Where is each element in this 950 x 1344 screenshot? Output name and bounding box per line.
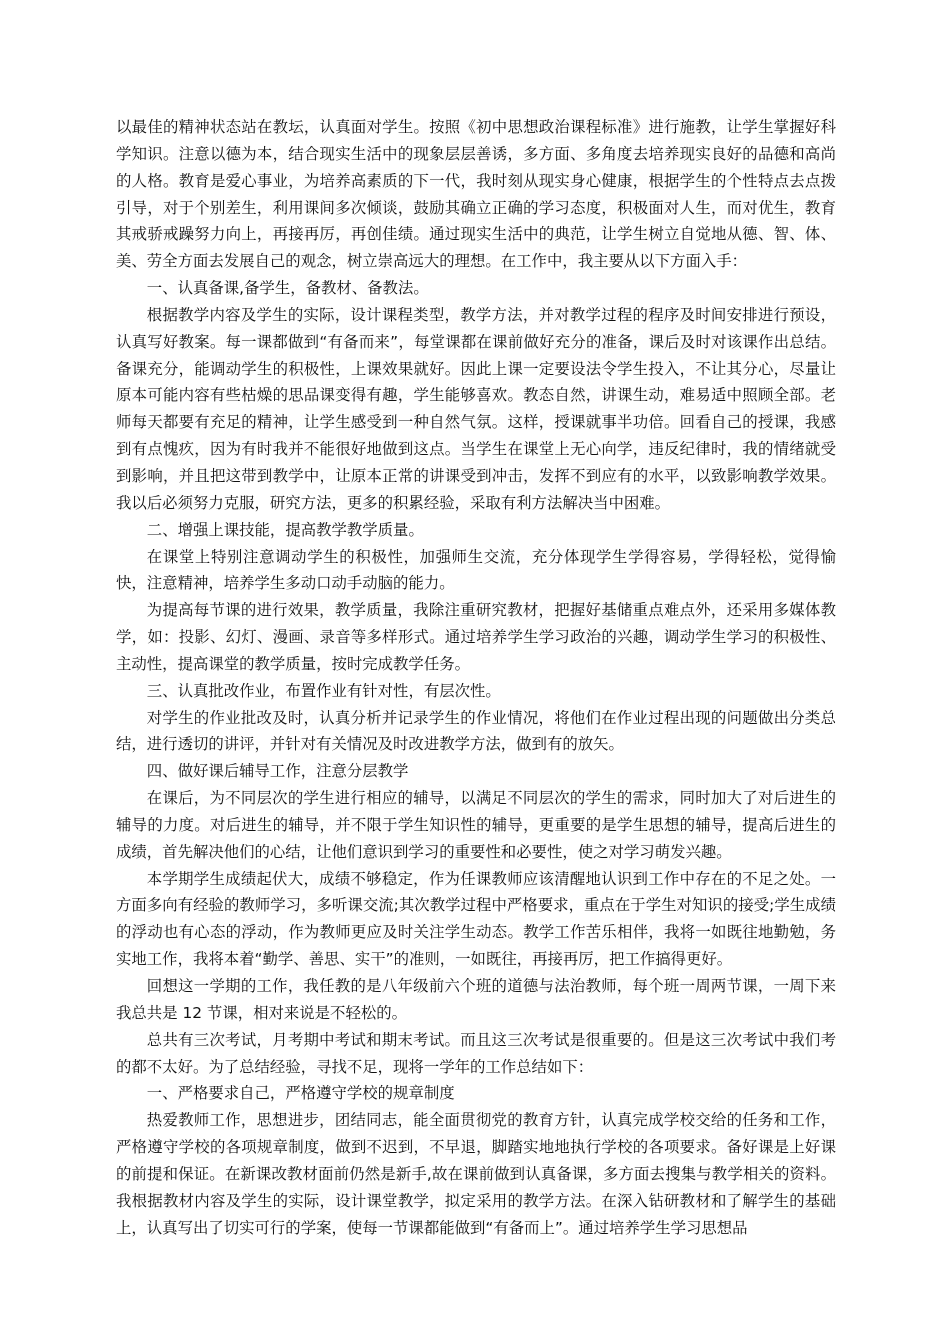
paragraph: 本学期学生成绩起伏大，成绩不够稳定，作为任课教师应该清醒地认识到工作中存在的不足之处。一方面多向有经验的教师学习，多听课交流;其次教学过程中严格要求，重点在于学生对知识的接受;学生成绩的浮动也有心态的浮动，作为教师更应及时关注学生动态。教学工作苦乐相伴，我将一如既往地勤勉，务实地工作，我将本着“勤学、善思、实干”的准则，一如既往，再接再厉，把工作搞得更好。 xyxy=(116,869,836,969)
section-heading-1: 一、认真备课,备学生，备教材、备教法。 xyxy=(146,279,429,298)
paragraph: 总共有三次考试，月考期中考试和期末考试。而且这三次考试是很重要的。但是这三次考试中我们考的都不太好。为了总结经验，寻找不足，现将一学年的工作总结如下： xyxy=(116,1030,836,1076)
section-heading-5: 一、严格要求自己，严格遵守学校的规章制度 xyxy=(146,1084,455,1103)
section-heading-3: 三、认真批改作业，布置作业有针对性，有层次性。 xyxy=(146,681,501,700)
section-heading-2: 二、增强上课技能，提高教学教学质量。 xyxy=(146,520,424,539)
paragraph: 在课后，为不同层次的学生进行相应的辅导，以满足不同层次的学生的需求，同时加大了对后进生的辅导的力度。对后进生的辅导，并不限于学生知识性的辅导，更重要的是学生思想的辅导，提高后进生的成绩，首先解决他们的心结，让他们意识到学习的重要性和必要性，使之对学习萌发兴趣。 xyxy=(116,789,836,861)
document-page xyxy=(116,114,836,1241)
paragraph: 热爱教师工作，思想进步，团结同志，能全面贯彻党的教育方针，认真完成学校交给的任务和工作，严格遵守学校的各项规章制度，做到不迟到，不早退，脚踏实地地执行学校的各项要求。备好课是上好课的前提和保证。在新课改教材面前仍然是新手,故在课前做到认真备课，多方面去搜集与教学相关的资料。我根据教材内容及学生的实际，设计课堂教学，拟定采用的教学方法。在深入钻研教材和了解学生的基础上，认真写出了切实可行的学案，使每一节课都能做到“有备而上”。通过培养学生学习思想品 xyxy=(116,1111,836,1237)
paragraph: 在课堂上特别注意调动学生的积极性，加强师生交流，充分体现学生学得容易，学得轻松，觉得愉快，注意精神，培养学生多动口动手动脑的能力。 xyxy=(116,547,836,593)
paragraph: 为提高每节课的进行效果，教学质量，我除注重研究教材，把握好基储重点难点外，还采用多媒体教学，如：投影、幻灯、漫画、录音等多样形式。通过培养学生学习政治的兴趣，调动学生学习的积极性、主动性，提高课堂的教学质量，按时完成教学任务。 xyxy=(116,601,836,673)
section-heading-4: 四、做好课后辅导工作，注意分层教学 xyxy=(146,762,409,781)
paragraph: 根据教学内容及学生的实际，设计课程类型，教学方法，并对教学过程的程序及时间安排进行预设，认真写好教案。每一课都做到“有备而来”，每堂课都在课前做好充分的准备，课后及时对该课作出总结。备课充分，能调动学生的积极性，上课效果就好。因此上课一定要设法令学生投入，不让其分心，尽量让原本可能内容有些枯燥的思品课变得有趣，学生能够喜欢。教态自然，讲课生动，难易适中照顾全部。老师每天都要有充足的精神，让学生感受到一种自然气氛。这样，授课就事半功倍。回看自己的授课，我感到有点愧疚，因为有时我并不能很好地做到这点。当学生在课堂上无心向学，违反纪律时，我的情绪就受到影响，并且把这带到教学中，让原本正常的讲课受到冲击，发挥不到应有的水平，以致影响教学效果。我以后必须努力克服，研究方法，更多的积累经验，采取有利方法解决当中困难。 xyxy=(116,305,836,512)
paragraph: 回想这一学期的工作，我任教的是八年级前六个班的道德与法治教师，每个班一周两节课，一周下来我总共是 12 节课，相对来说是不轻松的。 xyxy=(116,977,836,1022)
paragraph-intro: 以最佳的精神状态站在教坛，认真面对学生。按照《初中思想政治课程标准》进行施教，让学生掌握好科学知识。注意以德为本，结合现实生活中的现象层层善诱，多方面、多角度去培养现实良好的品德和高尚的人格。教育是爱心事业，为培养高素质的下一代，我时刻从现实身心健康，根据学生的个性特点去点拨引导，对于个别差生，利用课间多次倾谈，鼓励其确立正确的学习态度，积极面对人生，而对优生，教育其戒骄戒躁努力向上，再接再厉，再创佳绩。通过现实生活中的典范，让学生树立自觉地从德、智、体、美、劳全方面去发展自己的观念，树立崇高远大的理想。在工作中，我主要从以下方面入手： xyxy=(116,118,836,271)
paragraph: 对学生的作业批改及时，认真分析并记录学生的作业情况，将他们在作业过程出现的问题做出分类总结，进行透切的讲评，并针对有关情况及时改进教学方法，做到有的放矢。 xyxy=(116,708,836,754)
